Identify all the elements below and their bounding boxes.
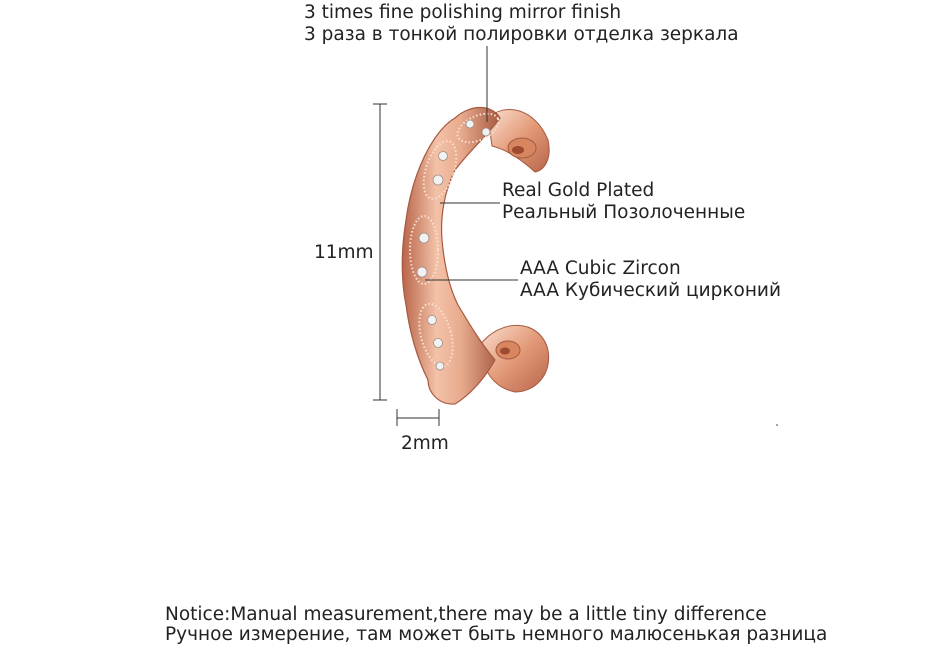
dot-artifact bbox=[776, 424, 778, 426]
width-dimension-marker bbox=[397, 409, 439, 426]
width-label: 2mm bbox=[401, 433, 449, 454]
notice-ru: Ручное измерение, там может быть немного малюсенькая разница bbox=[165, 624, 828, 645]
notice-en: Notice:Manual measurement,there may be a little tiny difference bbox=[165, 604, 767, 625]
finish-callout-ru: 3 раза в тонкой полировки отделка зеркала bbox=[304, 24, 739, 45]
finish-callout-en: 3 times fine polishing mirror finish bbox=[304, 2, 622, 23]
cuff-front-band bbox=[402, 108, 500, 405]
stones-callout-en: AAA Cubic Zircon bbox=[520, 258, 681, 279]
plating-callout-ru: Реальный Позолоченные bbox=[502, 202, 746, 223]
stones-callout bbox=[520, 258, 781, 302]
plating-callout bbox=[502, 180, 745, 224]
measurement-notice bbox=[165, 605, 827, 645]
finish-callout bbox=[304, 2, 739, 46]
plating-callout-en: Real Gold Plated bbox=[502, 180, 655, 201]
height-label: 11mm bbox=[314, 242, 374, 263]
height-dimension-marker bbox=[373, 104, 387, 400]
stones-callout-ru: AAA Кубический цирконий bbox=[520, 280, 781, 301]
